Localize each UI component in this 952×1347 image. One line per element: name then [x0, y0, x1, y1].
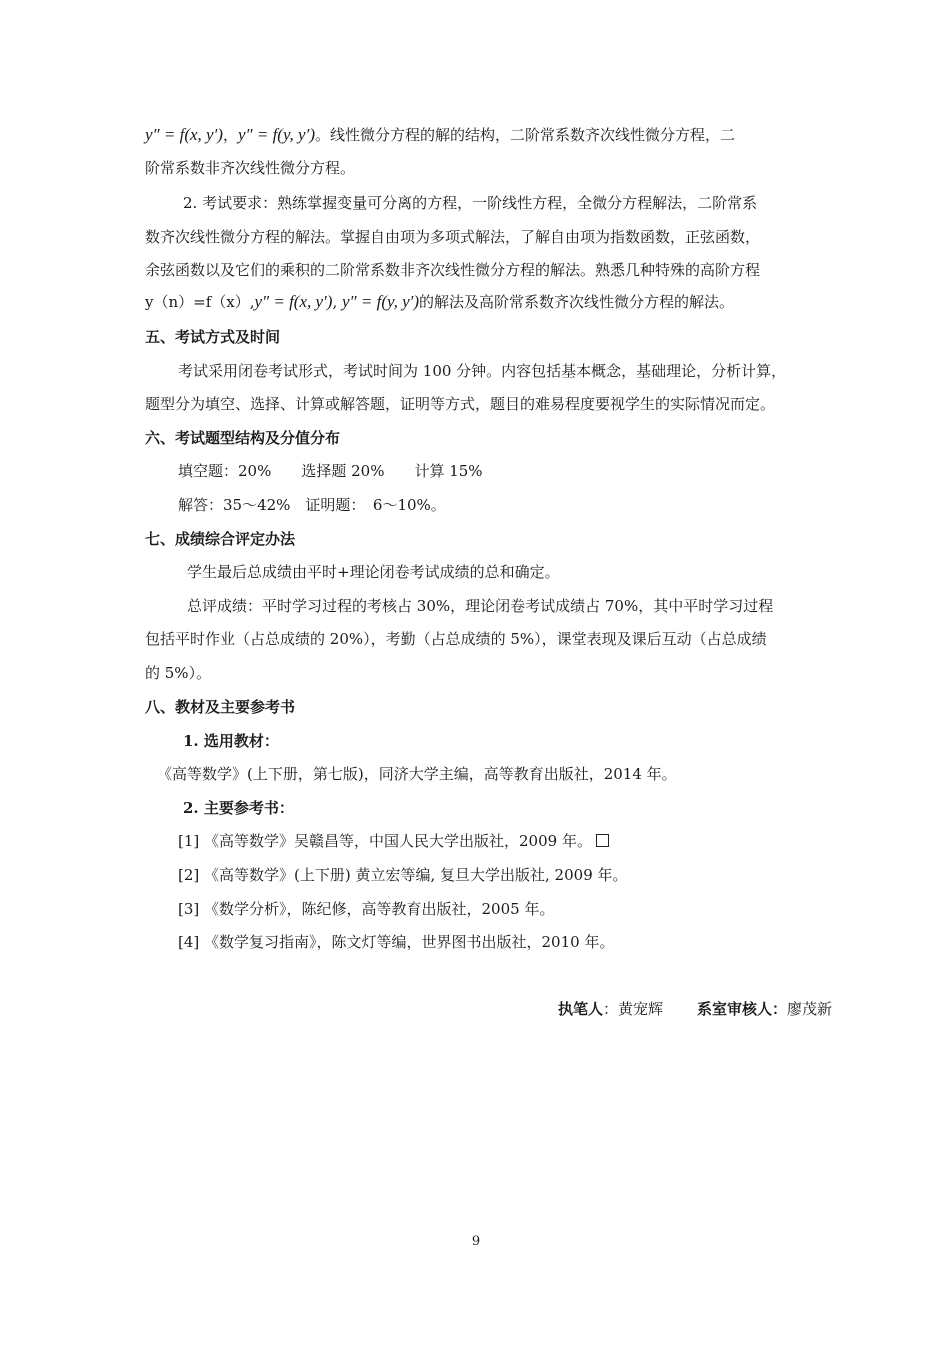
formula: y″ = f(y, y′)	[237, 125, 315, 144]
paragraph-line: 填空题：20% 选择题 20% 计算 15%	[178, 462, 483, 480]
text: y（n）=f（x）,	[145, 293, 255, 311]
reference-item	[178, 830, 609, 852]
paragraph-line: 解答：35～42% 证明题： 6～10%。	[178, 496, 446, 514]
author-label: 执笔人	[557, 1000, 603, 1018]
text: 。线性微分方程的解的结构，二阶常系数齐次线性微分方程，二	[314, 126, 735, 144]
paragraph-line: 总评成绩：平时学习过程的考核占 30%，理论闭卷考试成绩占 70%，其中平时学习过程	[187, 597, 774, 615]
separator: ,	[332, 293, 338, 311]
reference-item: [4] 《数学复习指南》，陈文灯等编，世界图书出版社，2010 年。	[178, 933, 615, 951]
formula: y″ = f(x, y′)	[254, 292, 333, 311]
reference-item: [2] 《高等数学》(上下册) 黄立宏等编, 复旦大学出版社, 2009 年。	[178, 866, 628, 884]
paragraph-line: 2. 考试要求：熟练掌握变量可分离的方程，一阶线性方程，全微分方程解法，二阶常系	[183, 194, 758, 212]
textbook-entry: 《高等数学》(上下册，第七版)，同济大学主编，高等教育出版社，2014 年。	[157, 765, 677, 783]
signature-line	[558, 998, 832, 1019]
subheading: 2. 主要参考书：	[183, 799, 294, 817]
section-heading: 六、考试题型结构及分值分布	[145, 429, 341, 447]
subheading: 1. 选用教材：	[183, 732, 279, 750]
paragraph-line: 包括平时作业（占总成绩的 20%），考勤（占总成绩的 5%），课堂表现及课后互动（占总成绩	[145, 630, 767, 648]
paragraph-line: 阶常系数非齐次线性微分方程。	[145, 159, 356, 177]
section-heading: 五、考试方式及时间	[145, 328, 281, 346]
text: 的解法及高阶常系数齐次线性微分方程的解法。	[419, 293, 735, 311]
paragraph-line	[145, 291, 734, 313]
paragraph-line: 学生最后总成绩由平时+理论闭卷考试成绩的总和确定。	[187, 563, 560, 581]
paragraph-line: 的 5%）。	[145, 664, 212, 682]
reference-item: [3] 《数学分析》，陈纪修，高等教育出版社，2005 年。	[178, 900, 555, 918]
reference-text: [1] 《高等数学》吴赣昌等，中国人民大学出版社，2009 年。	[178, 832, 592, 850]
separator: ，	[222, 126, 238, 144]
paragraph-line: 考试采用闭卷考试形式，考试时间为 100 分钟。内容包括基本概念，基础理论，分析计算，	[178, 362, 787, 380]
reviewer-name: 廖茂新	[786, 1000, 832, 1018]
formula: y″ = f(y, y′)	[342, 292, 420, 311]
paragraph-line: 余弦函数以及它们的乘积的二阶常系数非齐次线性微分方程的解法。熟悉几种特殊的高阶方程	[145, 261, 761, 279]
section-heading: 八、教材及主要参考书	[145, 698, 296, 716]
paragraph-line: 数齐次线性微分方程的解法。掌握自由项为多项式解法，了解自由项为指数函数，正弦函数，	[145, 228, 761, 246]
reviewer-label: 系室审核人：	[696, 1000, 787, 1018]
paragraph-line	[145, 124, 735, 146]
section-heading: 七、成绩综合评定办法	[145, 530, 296, 548]
author-name: ：黄宠辉	[602, 1000, 663, 1018]
checkbox-square-icon	[596, 834, 609, 847]
paragraph-line: 题型分为填空、选择、计算或解答题，证明等方式，题目的难易程度要视学生的实际情况而定。	[145, 395, 776, 413]
page-number: 9	[471, 1234, 481, 1249]
formula: y″ = f(x, y′)	[145, 125, 223, 144]
